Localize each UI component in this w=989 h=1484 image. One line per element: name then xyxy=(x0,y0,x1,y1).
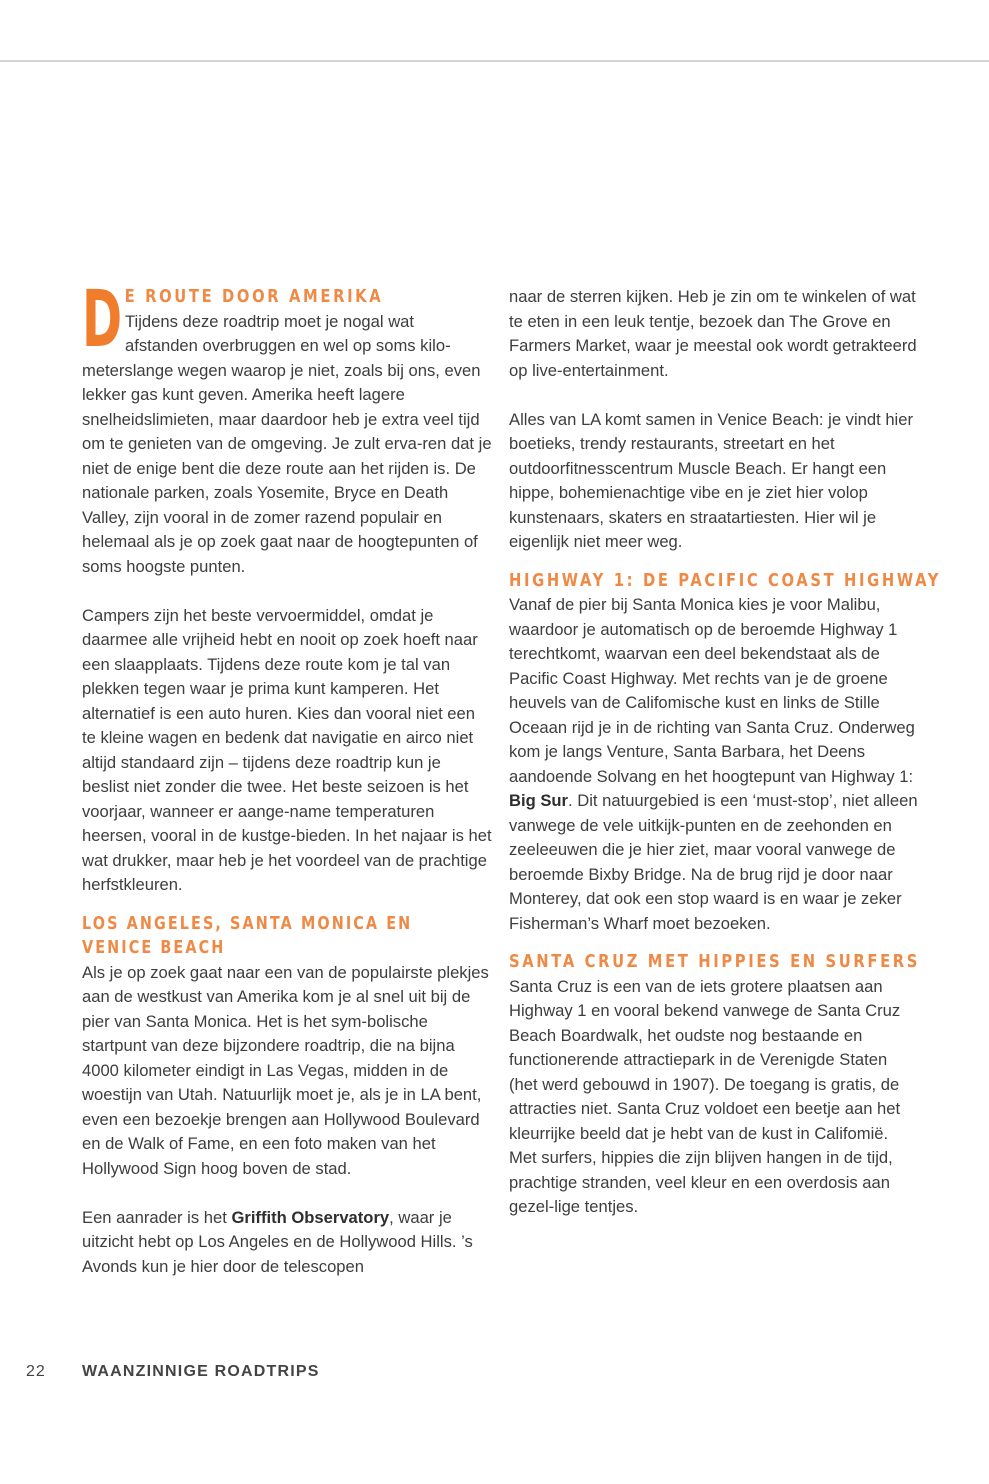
section-heading: E ROUTE DOOR AMERIKA xyxy=(124,286,384,307)
right-column xyxy=(509,285,942,1220)
section-los-angeles xyxy=(82,912,492,1280)
body-paragraph: meterslange wegen waarop je niet, zoals bij ons, even lekker gas kunt geven. Amerika heeft lagere snelheidslimieten, maar daardoor heb je extra veel tijd om te genieten van de omgeving. Je zult erva-ren dat je niet de enige bent die deze route aan het rijden is. De nationale parken, zoals Yosemite, Bryce en Death Valley, zijn vooral in de zomer razend populair en helemaal als je op zoek gaat naar de hoogtepunten of soms hoogste punten. xyxy=(82,360,492,576)
text: Een aanrader is het xyxy=(82,1207,232,1227)
text: . Dit natuurgebied is een ‘must-stop’, niet alleen vanwege de vele uitkijk-punten en de zeehonden en zeeleeuwen die je hier ziet, maar vooral vanwege de beroemde Bixby Bridge. Na de brug rijd je door naar Monterey, dat ook een stop waard is en waar je zeker Fisherman’s Wharf moet bezoeken. xyxy=(509,791,918,933)
section-heading: HIGHWAY 1: DE PACIFIC COAST HIGHWAY xyxy=(509,569,942,591)
drop-cap: D xyxy=(82,275,123,365)
text: Vanaf de pier bij Santa Monica kies je voor Malibu, waardoor je automatisch op de beroemde Highway 1 terechtkomt, waarvan een deel bekendstaat als de Pacific Coast Highway. Met rechts van je de groene heuvels van de Califomische kust en links de Stille Oceaan rijd je in de richting van Santa Cruz. Onderweg kom je langs Venture, Santa Barbara, het Deens aandoende Solvang en het hoogtepunt van Highway 1: xyxy=(509,595,915,786)
body-paragraph: Campers zijn het beste vervoermiddel, omdat je daarmee alle vrijheid hebt en nooit op zoek hoeft naar een slaapplaats. Tijdens deze route kom je tal van plekken tegen waar je prima kunt kamperen. Het alternatief is een auto huren. Kies dan vooral niet een te kleine wagen en bedenk dat navigatie en airco niet altijd standaard zijn – tijdens deze roadtrip kun je beslist niet zonder die twee. Het beste seizoen is het voorjaar, wanneer er aange-name temperaturen heersen, vooral in de kustge-bieden. In het najaar is het wat drukker, maar heb je het voordeel van de prachtige herfstkleuren. xyxy=(82,605,492,894)
bold-text: Big Sur xyxy=(509,791,569,810)
page-number: 22 xyxy=(26,1363,46,1380)
body-paragraph xyxy=(509,593,919,936)
text: , waar je uitzicht hebt op Los Angeles en de Hollywood Hills. ’s Avonds kun je hier door de telescopen xyxy=(82,1207,473,1276)
section-santa-cruz xyxy=(509,950,919,1220)
section-heading: SANTA CRUZ MET HIPPIES EN SURFERS xyxy=(509,951,921,972)
body-paragraph: naar de sterren kijken. Heb je zin om te winkelen of wat te eten in een leuk tentje, bezoek dan The Grove en Farmers Market, waar je meestal ook wordt getrakteerd op live-entertainment. xyxy=(509,287,917,380)
section-route-door-amerika xyxy=(82,275,492,898)
body-paragraph: Santa Cruz is een van de iets grotere plaatsen aan Highway 1 en vooral bekend vanwege de Santa Cruz Beach Boardwalk, het oudste nog bestaande en functionerende attractiepark in de Verenigde Staten (het werd gebouwd in 1907). De toegang is gratis, de attracties niet. Santa Cruz voldoet een beetje aan het kleurrijke beeld dat je hebt van de kust in Califomië. Met surfers, hippies die zijn blijven hangen in de tijd, prachtige stranden, veel kleur en een overdosis aan gezel-lige tentjes. xyxy=(509,976,901,1216)
section-highway-1 xyxy=(509,569,942,937)
body-paragraph xyxy=(82,1206,492,1280)
body-paragraph: Als je op zoek gaat naar een van de populairste plekjes aan de westkust van Amerika kom je al snel uit bij de pier van Santa Monica. Het is het sym-bolische startpunt van deze bijzondere roadtrip, die na bijna 4000 kilometer eindigt in Las Vegas, midden in de woestijn van Utah. Natuurlijk moet je, als je in LA bent, even een bezoekje brengen aan Hollywood Boulevard en de Walk of Fame, en een foto maken van het Hollywood Sign hoog boven de stad. xyxy=(82,962,489,1178)
left-column xyxy=(82,275,492,1279)
indented-line: afstanden overbruggen en wel op soms kilo- xyxy=(125,336,451,355)
indented-line: Tijdens deze roadtrip moet je nogal wat xyxy=(125,311,415,331)
body-paragraph: Alles van LA komt samen in Venice Beach: je vindt hier boetieks, trendy restaurants, streetart en het outdoorfitnesscentrum Muscle Beach. Er hangt een hippe, bohemienachtige vibe en je ziet hier volop kunstenaars, skaters en straatartiesten. Hier wil je eigenlijk niet meer weg. xyxy=(509,409,914,551)
running-footer-title: WAANZINNIGE ROADTRIPS xyxy=(82,1363,320,1380)
section-heading-line: LOS ANGELES, SANTA MONICA EN xyxy=(82,912,413,934)
bold-text: Griffith Observatory xyxy=(231,1207,390,1227)
top-divider xyxy=(0,60,989,62)
section-heading-line: VENICE BEACH xyxy=(82,937,226,958)
